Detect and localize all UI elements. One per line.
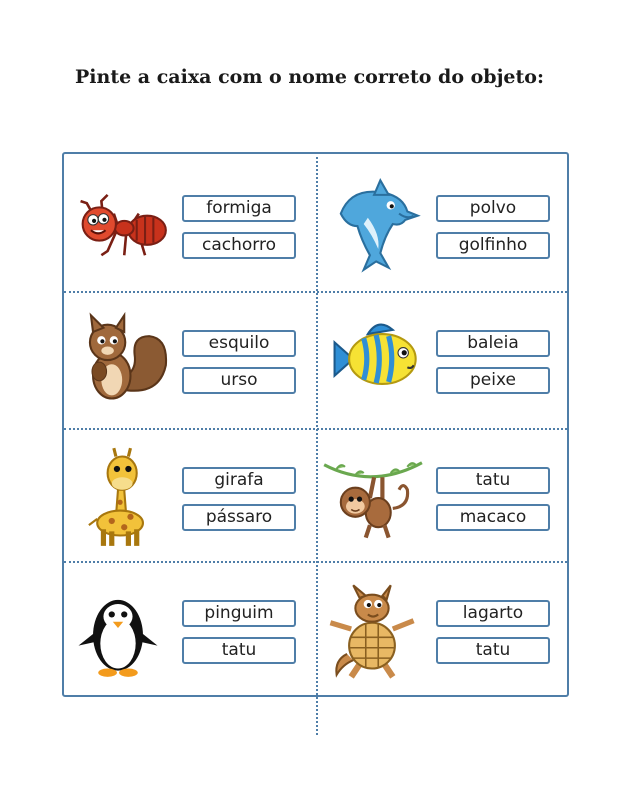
item-ant <box>62 158 315 292</box>
option-1[interactable]: esquilo <box>182 330 296 357</box>
option-1[interactable]: baleia <box>436 330 550 357</box>
option-2[interactable]: tatu <box>182 637 296 664</box>
armadillo-icon <box>320 577 424 681</box>
penguin-icon <box>66 577 170 681</box>
option-2[interactable]: golfinho <box>436 232 550 259</box>
item-fish <box>316 293 569 427</box>
monkey-icon <box>320 444 424 548</box>
option-2[interactable]: pássaro <box>182 504 296 531</box>
option-2[interactable]: peixe <box>436 367 550 394</box>
option-1[interactable]: girafa <box>182 467 296 494</box>
option-1[interactable]: tatu <box>436 467 550 494</box>
option-2[interactable]: cachorro <box>182 232 296 259</box>
option-1[interactable]: lagarto <box>436 600 550 627</box>
item-squirrel <box>62 293 315 427</box>
giraffe-icon <box>66 444 170 548</box>
ant-icon <box>66 172 170 276</box>
option-2[interactable]: macaco <box>436 504 550 531</box>
dolphin-icon <box>320 172 424 276</box>
item-penguin <box>62 563 315 697</box>
option-1[interactable]: formiga <box>182 195 296 222</box>
item-dolphin <box>316 158 569 292</box>
fish-icon <box>320 307 424 411</box>
item-armadillo <box>316 563 569 697</box>
item-giraffe <box>62 430 315 564</box>
option-2[interactable]: tatu <box>436 637 550 664</box>
option-1[interactable]: polvo <box>436 195 550 222</box>
item-monkey <box>316 430 569 564</box>
worksheet-title: Pinte a caixa com o nome correto do objeto: <box>75 66 544 88</box>
option-1[interactable]: pinguim <box>182 600 296 627</box>
option-2[interactable]: urso <box>182 367 296 394</box>
squirrel-icon <box>66 307 170 411</box>
